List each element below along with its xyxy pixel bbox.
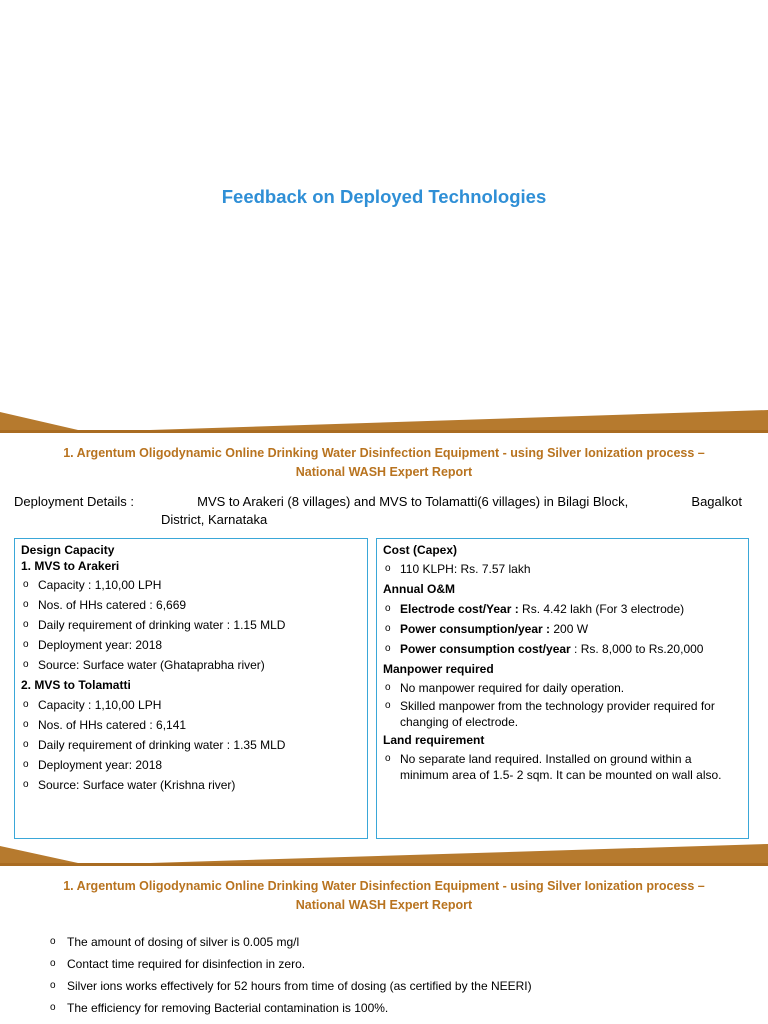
design-capacity-title: Design Capacity xyxy=(21,543,115,557)
design-capacity-box xyxy=(14,538,368,839)
list-item: o 110 KLPH: Rs. 7.57 lakh xyxy=(385,562,531,576)
list-item: o Skilled manpower from the technology provider required for changing of electrode. xyxy=(385,699,715,729)
manpower-title: Manpower required xyxy=(383,662,494,676)
capex-title: Cost (Capex) xyxy=(383,543,458,557)
section-arakeri-title: 1. MVS to Arakeri xyxy=(21,559,120,573)
list-item: o The amount of dosing of silver is 0.005 mg/l xyxy=(50,935,300,949)
findings-list xyxy=(48,934,748,1022)
section-tolamatti-title: 2. MVS to Tolamatti xyxy=(21,678,131,692)
list-item: o Nos. of HHs catered : 6,669 xyxy=(23,598,187,612)
decorative-band xyxy=(0,410,768,434)
deployment-details: Deployment Details : MVS to Arakeri (8 villages) and MVS to Tolamatti(6 villages) in Bilagi Block, Bagalkot District, Karnataka xyxy=(14,494,742,527)
list-item: o No manpower required for daily operation. xyxy=(385,681,625,695)
list-item: o Capacity : 1,10,00 LPH xyxy=(23,698,162,712)
list-item: o Silver ions works effectively for 52 hours from time of dosing (as certified by the NEERI) xyxy=(50,979,532,993)
slide-2-heading: 1. Argentum Oligodynamic Online Drinking Water Disinfection Equipment - using Silver Ionization process – National WASH Expert Report xyxy=(63,446,705,479)
slide-title: Feedback on Deployed Technologies xyxy=(221,186,547,207)
list-item: o Daily requirement of drinking water : 1.35 MLD xyxy=(23,738,286,752)
cost-box xyxy=(376,538,749,839)
list-item: o Source: Surface water (Ghataprabha river) xyxy=(23,658,265,672)
list-item: o Power consumption/year : 200 W xyxy=(385,622,589,636)
list-item: o Deployment year: 2018 xyxy=(23,758,163,772)
decorative-band xyxy=(0,843,768,867)
list-item: o Electrode cost/Year : Rs. 4.42 lakh (For 3 electrode) xyxy=(385,602,685,616)
list-item: o The efficiency for removing Bacterial contamination is 100%. xyxy=(50,1001,389,1015)
slide-3-heading: 1. Argentum Oligodynamic Online Drinking Water Disinfection Equipment - using Silver Ionization process – National WASH Expert Report xyxy=(63,879,705,912)
land-title: Land requirement xyxy=(383,733,485,747)
list-item: o Capacity : 1,10,00 LPH xyxy=(23,578,162,592)
list-item: o Nos. of HHs catered : 6,141 xyxy=(23,718,187,732)
list-item: o Power consumption cost/year : Rs. 8,000 to Rs.20,000 xyxy=(385,642,704,656)
list-item: o Daily requirement of drinking water : 1.15 MLD xyxy=(23,618,286,632)
slide-1 xyxy=(0,0,768,432)
om-title: Annual O&M xyxy=(383,582,455,596)
list-item: o Source: Surface water (Krishna river) xyxy=(23,778,236,792)
list-item: o No separate land required. Installed on ground within a minimum area of 1.5- 2 sqm. It can be mounted on wall also. xyxy=(385,752,722,782)
list-item: o Contact time required for disinfection in zero. xyxy=(50,957,306,971)
list-item: o Deployment year: 2018 xyxy=(23,638,163,652)
